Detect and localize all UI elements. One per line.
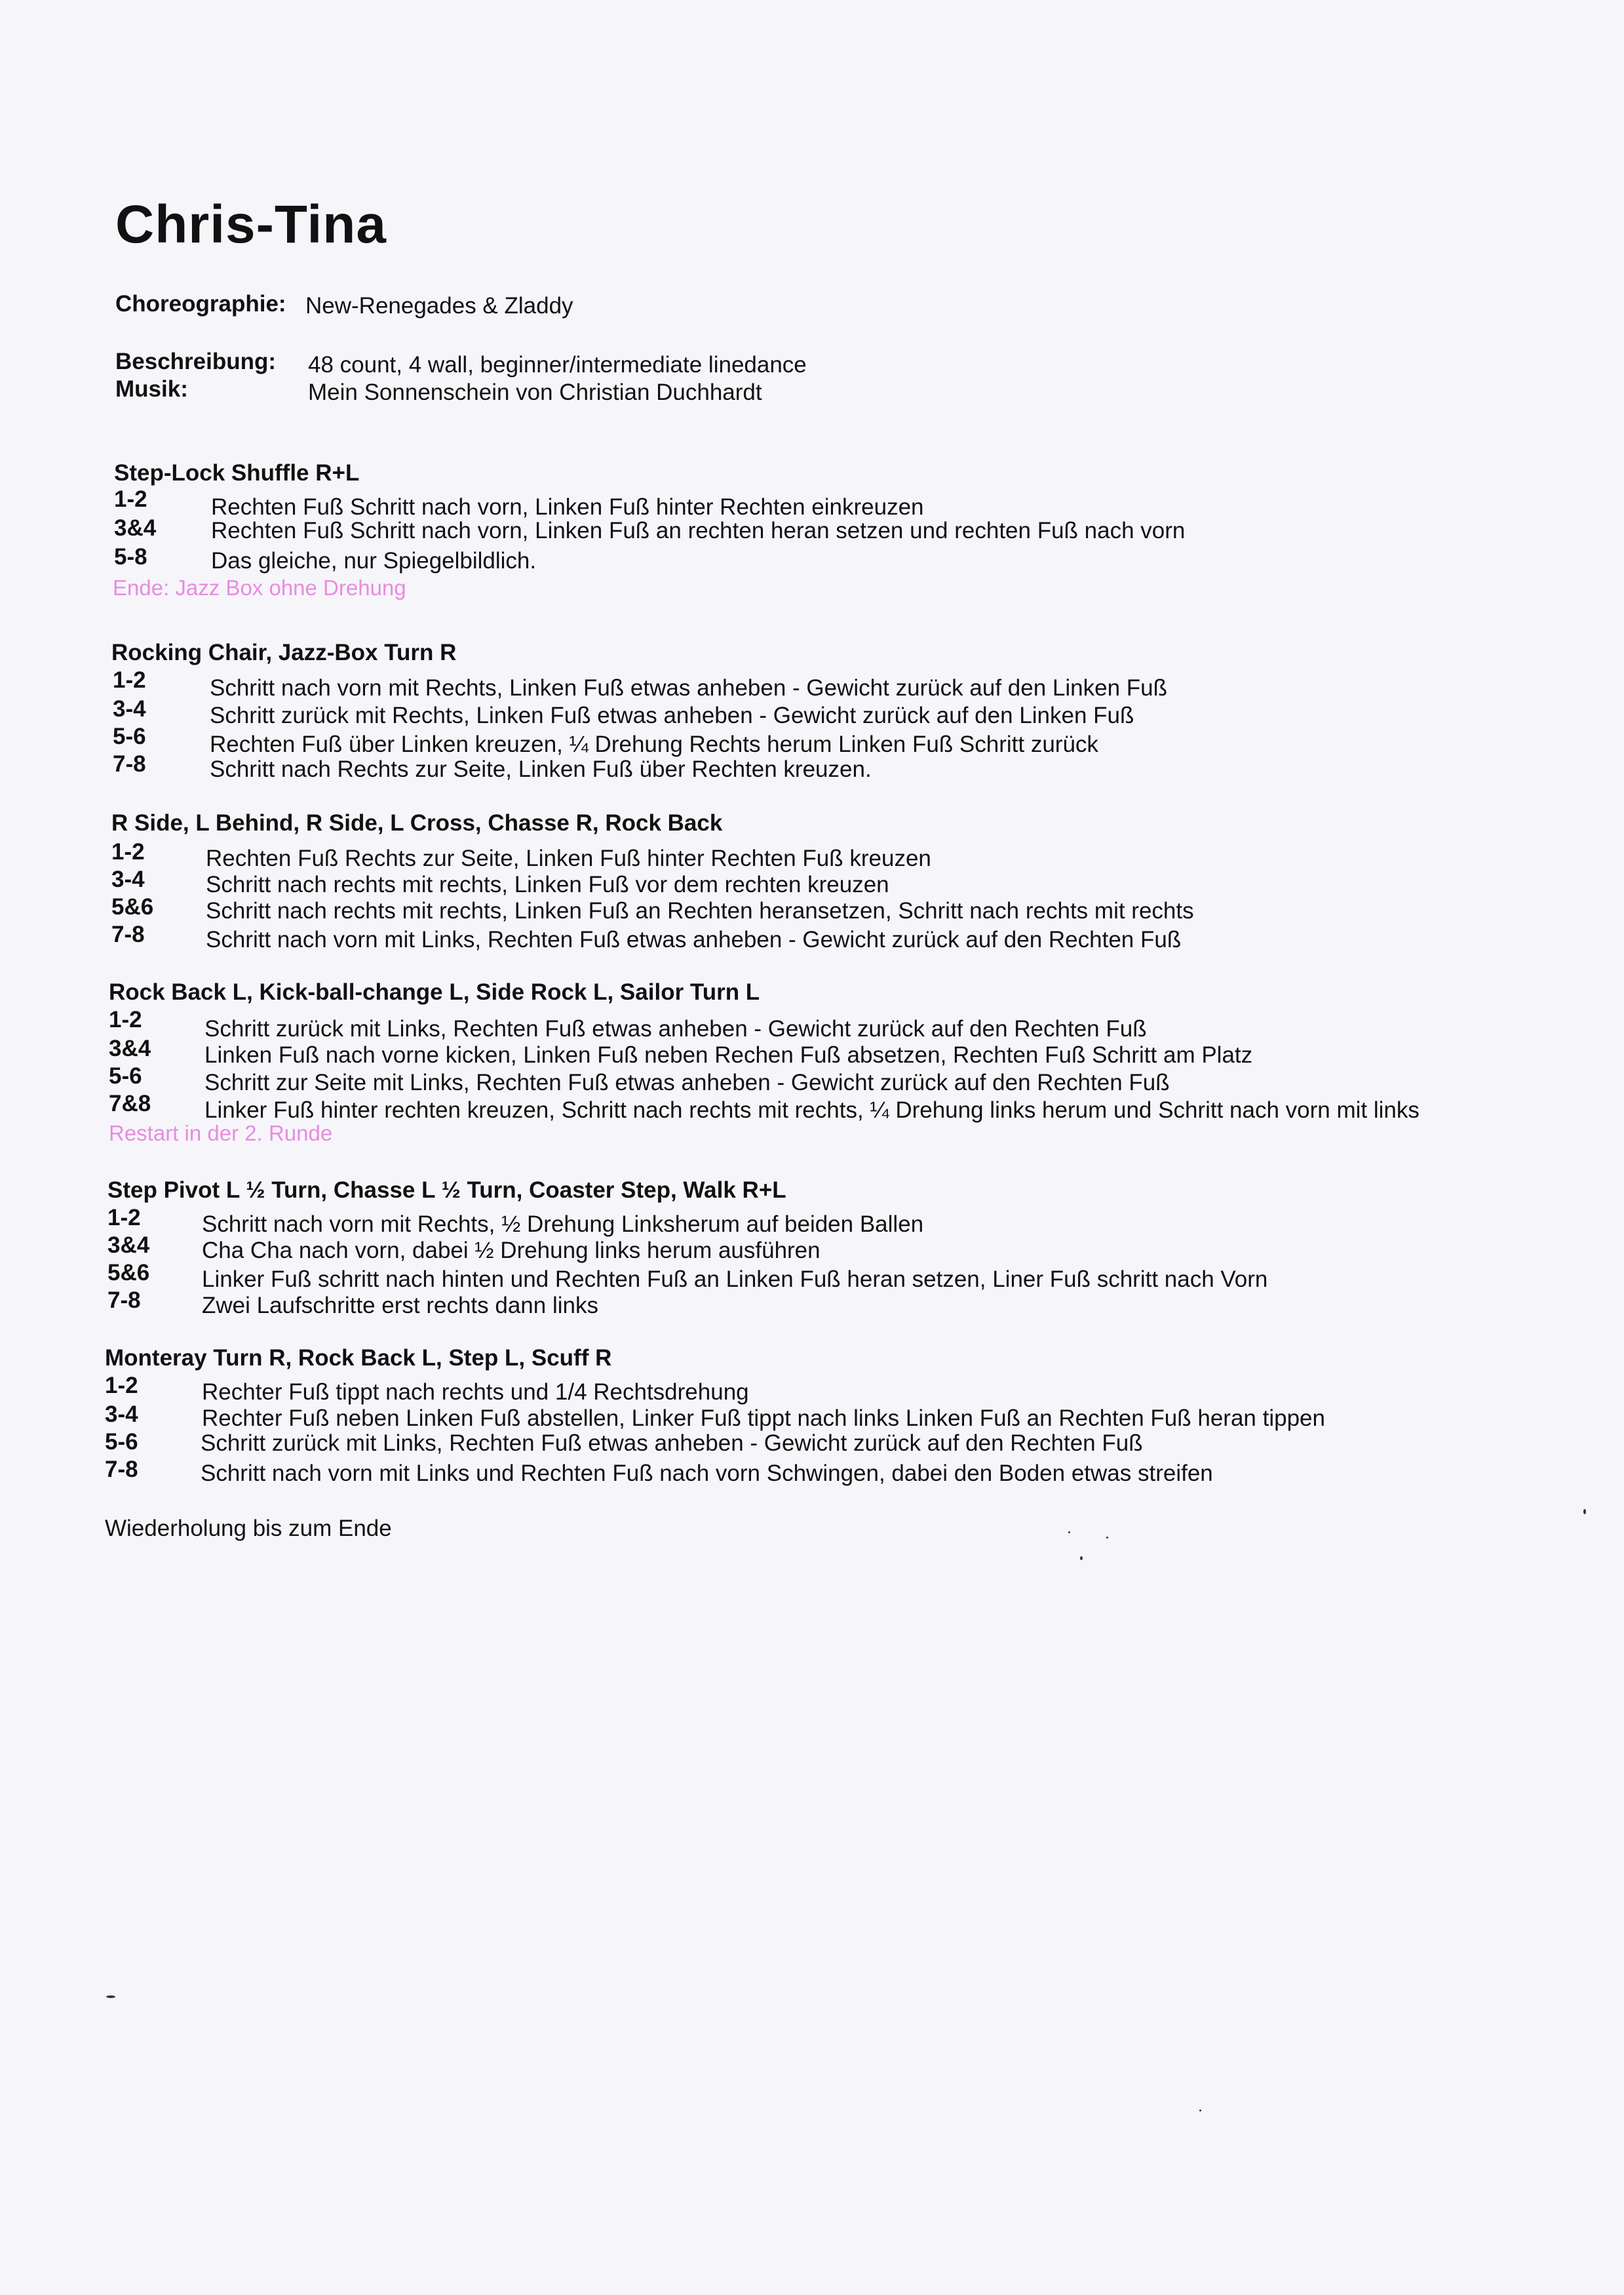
section-title: Rocking Chair, Jazz-Box Turn R — [111, 640, 457, 665]
section-title: Monteray Turn R, Rock Back L, Step L, Scuff R — [105, 1345, 612, 1371]
step-count: 7-8 — [107, 1287, 141, 1313]
section-note: Restart in der 2. Runde — [109, 1121, 333, 1145]
step-description: Linker Fuß schritt nach hinten und Rechten Fuß an Linken Fuß heran setzen, Liner Fuß schritt nach Vorn — [202, 1266, 1268, 1292]
repeat-footer: Wiederholung bis zum Ende — [105, 1516, 392, 1541]
step-description: Schritt nach vorn mit Links und Rechten Fuß nach vorn Schwingen, dabei den Boden etwas streifen — [201, 1461, 1213, 1486]
choreography-row — [115, 291, 573, 319]
choreography-value: New-Renegades & Zladdy — [305, 293, 573, 319]
step-description: Schritt nach rechts mit rechts, Linken Fuß vor dem rechten kreuzen — [206, 872, 889, 897]
step-count: 1-2 — [107, 1205, 141, 1230]
step-count: 5-6 — [105, 1429, 138, 1455]
step-count: 7-8 — [111, 922, 145, 947]
description-label: Beschreibung: — [115, 349, 277, 374]
scan-speck — [1583, 1509, 1586, 1514]
step-count: 7&8 — [109, 1091, 151, 1116]
scan-speck — [106, 1995, 115, 1998]
scan-speck — [1106, 1537, 1108, 1539]
step-count: 3&4 — [114, 515, 157, 541]
step-count: 5&6 — [111, 894, 154, 920]
step-count: 7-8 — [113, 751, 146, 777]
step-description: Linker Fuß hinter rechten kreuzen, Schritt nach rechts mit rechts, ¼ Drehung links herum und Schritt nach vorn mit links — [204, 1097, 1420, 1123]
scan-speck — [1068, 1531, 1070, 1533]
scan-speck — [1199, 2109, 1201, 2111]
step-description: Cha Cha nach vorn, dabei ½ Drehung links herum ausführen — [202, 1238, 821, 1263]
step-count: 1-2 — [113, 667, 146, 693]
step-count: 3-4 — [105, 1402, 138, 1427]
step-count: 5&6 — [107, 1260, 150, 1285]
step-description: Linken Fuß nach vorne kicken, Linken Fuß neben Rechen Fuß absetzen, Rechten Fuß Schritt am Platz — [204, 1042, 1253, 1068]
step-count: 5-6 — [109, 1063, 142, 1089]
description-value: 48 count, 4 wall, beginner/intermediate linedance — [308, 352, 807, 378]
step-count: 3&4 — [107, 1232, 150, 1258]
step-description: Schritt zurück mit Links, Rechten Fuß etwas anheben - Gewicht zurück auf den Rechten Fuß — [204, 1016, 1147, 1042]
choreography-label: Choreographie: — [115, 291, 286, 317]
step-count: 1-2 — [111, 839, 145, 865]
section-title: Step-Lock Shuffle R+L — [114, 460, 360, 486]
section-title: Rock Back L, Kick-ball-change L, Side Rock L, Sailor Turn L — [109, 979, 760, 1005]
step-description: Schritt zur Seite mit Links, Rechten Fuß etwas anheben - Gewicht zurück auf den Rechten Fuß — [204, 1070, 1170, 1095]
step-description: Rechter Fuß tippt nach rechts und 1/4 Rechtsdrehung — [202, 1379, 749, 1405]
music-row — [115, 376, 762, 405]
step-count: 5-8 — [114, 544, 147, 570]
step-description: Schritt zurück mit Rechts, Linken Fuß etwas anheben - Gewicht zurück auf den Linken Fuß — [210, 703, 1134, 728]
step-description: Rechten Fuß über Linken kreuzen, ¼ Drehung Rechts herum Linken Fuß Schritt zurück — [210, 732, 1098, 757]
step-description: Rechten Fuß Schritt nach vorn, Linken Fuß an rechten heran setzen und rechten Fuß nach vorn — [211, 518, 1186, 543]
step-description: Zwei Laufschritte erst rechts dann links — [202, 1293, 598, 1318]
step-count: 3&4 — [109, 1036, 151, 1061]
step-description: Schritt nach vorn mit Rechts, Linken Fuß etwas anheben - Gewicht zurück auf den Linken Fuß — [210, 675, 1167, 701]
step-count: 7-8 — [105, 1457, 138, 1482]
section-title: Step Pivot L ½ Turn, Chasse L ½ Turn, Coaster Step, Walk R+L — [107, 1177, 786, 1203]
step-count: 1-2 — [105, 1373, 138, 1398]
section-note: Ende: Jazz Box ohne Drehung — [113, 576, 406, 600]
step-description: Schritt nach rechts mit rechts, Linken Fuß an Rechten heransetzen, Schritt nach rechts mit rechts — [206, 898, 1194, 924]
step-count: 1-2 — [109, 1007, 142, 1032]
step-description: Rechten Fuß Rechts zur Seite, Linken Fuß hinter Rechten Fuß kreuzen — [206, 846, 931, 871]
music-value: Mein Sonnenschein von Christian Duchhardt — [308, 380, 762, 405]
dance-title: Chris-Tina — [115, 195, 387, 254]
step-description: Das gleiche, nur Spiegelbildlich. — [211, 548, 537, 574]
step-description: Rechter Fuß neben Linken Fuß abstellen, Linker Fuß tippt nach links Linken Fuß an Rechten Fuß heran tippen — [202, 1405, 1325, 1431]
step-description: Schritt zurück mit Links, Rechten Fuß etwas anheben - Gewicht zurück auf den Rechten Fuß — [201, 1430, 1143, 1456]
step-description: Schritt nach vorn mit Links, Rechten Fuß etwas anheben - Gewicht zurück auf den Rechten Fuß — [206, 927, 1182, 952]
description-row — [115, 349, 807, 378]
scan-speck — [1080, 1556, 1083, 1560]
step-count: 3-4 — [113, 696, 146, 722]
step-description: Schritt nach vorn mit Rechts, ½ Drehung Linksherum auf beiden Ballen — [202, 1211, 924, 1237]
step-description: Schritt nach Rechts zur Seite, Linken Fuß über Rechten kreuzen. — [210, 756, 872, 782]
step-count: 3-4 — [111, 867, 145, 892]
step-count: 1-2 — [114, 486, 147, 512]
section-title: R Side, L Behind, R Side, L Cross, Chasse R, Rock Back — [111, 810, 723, 836]
step-description: Rechten Fuß Schritt nach vorn, Linken Fuß hinter Rechten einkreuzen — [211, 494, 924, 520]
step-count: 5-6 — [113, 724, 146, 749]
music-label: Musik: — [115, 376, 188, 402]
